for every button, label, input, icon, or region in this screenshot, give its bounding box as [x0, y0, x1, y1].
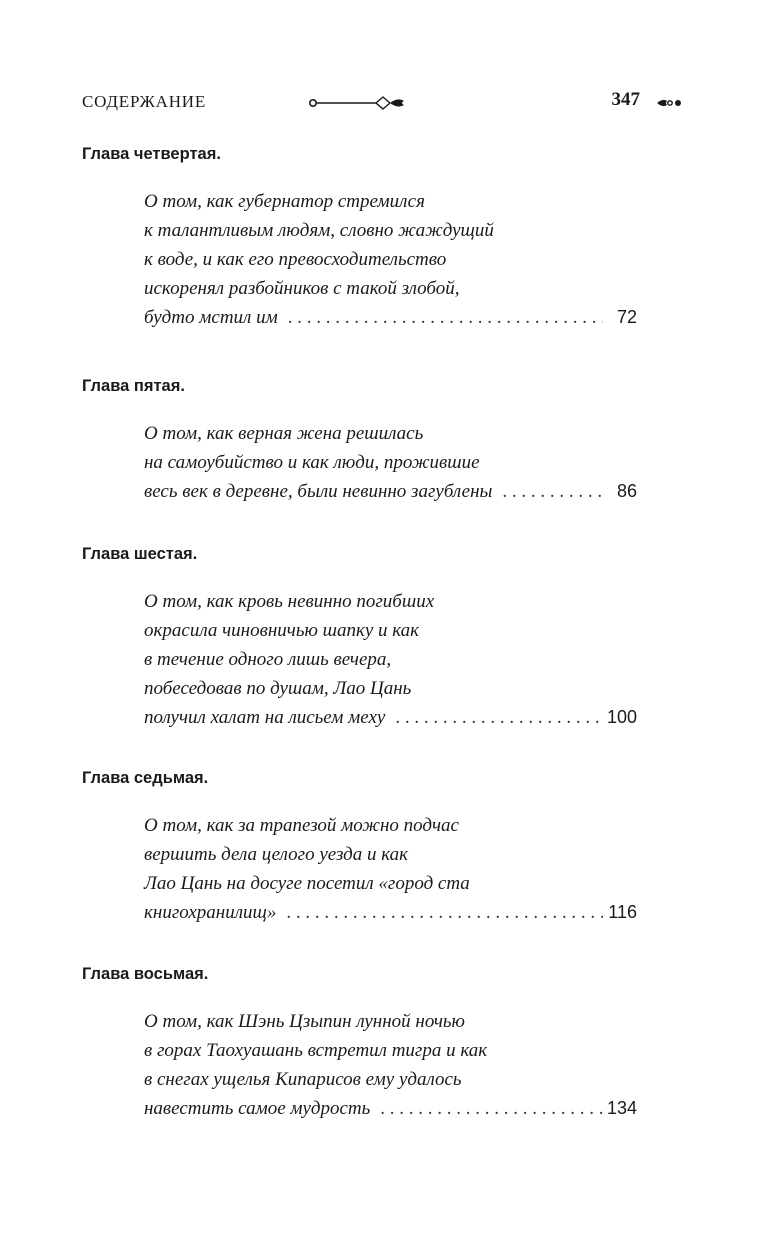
description-last-line	[144, 703, 637, 732]
chapter-description	[144, 587, 642, 732]
dot-leader	[370, 1094, 603, 1123]
description-line: в снегах ущелья Кипарисов ему удалось	[144, 1069, 462, 1090]
chapter-title: Глава восьмая.	[82, 965, 209, 983]
toc-entry	[82, 766, 642, 962]
chapter-page-number: 116	[608, 902, 637, 922]
description-line: О том, как губернатор стремился	[144, 191, 425, 212]
page-number: 347	[611, 89, 640, 110]
toc-entry	[82, 542, 642, 766]
description-line: будто мстил им	[144, 307, 278, 328]
table-of-contents	[82, 142, 642, 1132]
dot-leader	[385, 703, 603, 732]
dot-leader	[278, 303, 603, 332]
description-line: в течение одного лишь вечера,	[144, 649, 392, 670]
description-line: О том, как за трапезой можно подчас	[144, 815, 459, 836]
chapter-description	[144, 187, 642, 332]
chapter-page-number: 134	[606, 1098, 637, 1118]
description-line: на самоубийство и как люди, прожившие	[144, 452, 480, 473]
header-title: СОДЕРЖАНИЕ	[82, 92, 207, 111]
ornament-left-icon	[308, 94, 408, 112]
description-line: книгохранилищ»	[144, 902, 277, 923]
description-line: Лао Цань на досуге посетил «город ста	[144, 873, 470, 894]
dot-leader	[492, 477, 603, 506]
description-line: О том, как верная жена решилась	[144, 423, 424, 444]
chapter-title: Глава четвертая.	[82, 145, 221, 163]
running-header	[82, 88, 642, 118]
toc-entry	[82, 962, 642, 1132]
toc-entry	[82, 374, 642, 542]
description-line: к воде, и как его превосходительство	[144, 249, 447, 270]
chapter-description	[144, 419, 642, 506]
chapter-description	[144, 1007, 642, 1123]
description-line: побеседовав по душам, Лао Цань	[144, 678, 412, 699]
description-line: весь век в деревне, были невинно загублены	[144, 481, 493, 502]
description-last-line	[144, 303, 637, 332]
description-last-line	[144, 477, 637, 506]
chapter-description	[144, 811, 642, 927]
description-line: к талантливым людям, словно жаждущий	[144, 220, 494, 241]
chapter-title: Глава пятая.	[82, 377, 185, 395]
chapter-page-number: 100	[606, 707, 637, 727]
description-line: в горах Таохуашань встретил тигра и как	[144, 1040, 488, 1061]
chapter-page-number: 86	[616, 481, 637, 501]
chapter-title: Глава седьмая.	[82, 769, 209, 787]
description-line: навестить самое мудрость	[144, 1098, 371, 1119]
description-line: получил халат на лисьем меху	[144, 707, 386, 728]
toc-entry	[82, 142, 642, 374]
chapter-page-number: 72	[616, 307, 637, 327]
chapter-title: Глава шестая.	[82, 545, 198, 563]
description-line: О том, как кровь невинно погибших	[144, 591, 435, 612]
description-last-line	[144, 898, 637, 927]
description-line: О том, как Шэнь Цзыпин лунной ночью	[144, 1011, 465, 1032]
dot-leader	[276, 898, 603, 927]
description-line: искоренял разбойников с такой злобой,	[144, 278, 460, 299]
ornament-right-icon	[655, 94, 685, 112]
description-line: вершить дела целого уезда и как	[144, 844, 409, 865]
description-line: окрасила чиновничью шапку и как	[144, 620, 420, 641]
description-last-line	[144, 1094, 637, 1123]
